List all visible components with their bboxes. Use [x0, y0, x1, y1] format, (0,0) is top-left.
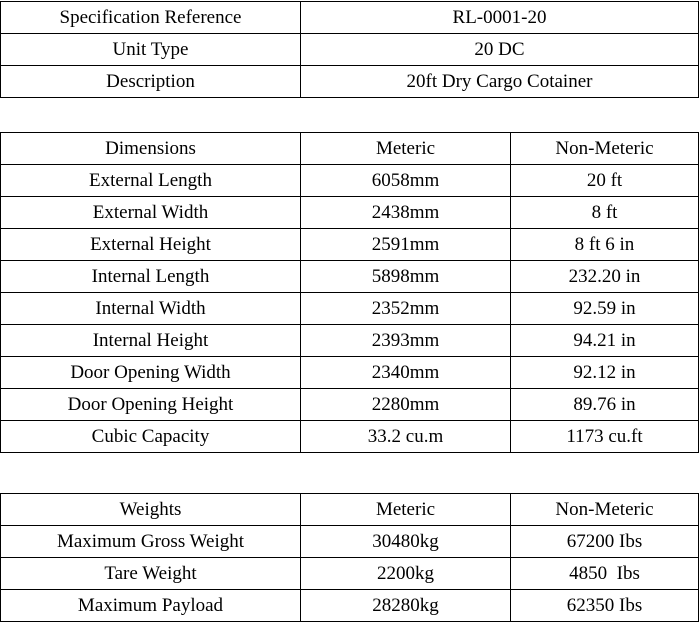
non-metric-value: 62350 Ibs [511, 590, 699, 622]
metric-value: 2200kg [301, 558, 511, 590]
metric-value: 28280kg [301, 590, 511, 622]
column-header: Weights [1, 494, 301, 526]
weights-table [0, 493, 699, 622]
table-row [1, 165, 699, 197]
dimension-label: Internal Height [1, 325, 301, 357]
spec-row [1, 34, 699, 66]
spec-label: Description [1, 66, 301, 98]
specification-table [0, 1, 699, 98]
dimension-label: External Width [1, 197, 301, 229]
spec-label: Unit Type [1, 34, 301, 66]
metric-value: 2340mm [301, 357, 511, 389]
non-metric-value: 92.59 in [511, 293, 699, 325]
table-row [1, 229, 699, 261]
spec-value: 20ft Dry Cargo Cotainer [301, 66, 699, 98]
non-metric-value: 1173 cu.ft [511, 421, 699, 453]
column-header: Meteric [301, 133, 511, 165]
spec-row [1, 2, 699, 34]
weight-label: Maximum Gross Weight [1, 526, 301, 558]
table-row [1, 293, 699, 325]
weight-label: Maximum Payload [1, 590, 301, 622]
non-metric-value: 8 ft 6 in [511, 229, 699, 261]
dimension-label: Internal Width [1, 293, 301, 325]
metric-value: 2591mm [301, 229, 511, 261]
dimension-label: Door Opening Height [1, 389, 301, 421]
table-header-row [1, 133, 699, 165]
dimension-label: Door Opening Width [1, 357, 301, 389]
metric-value: 30480kg [301, 526, 511, 558]
spec-row [1, 66, 699, 98]
metric-value: 6058mm [301, 165, 511, 197]
table-row [1, 558, 699, 590]
spec-value: 20 DC [301, 34, 699, 66]
dimensions-table [0, 132, 699, 453]
spec-label: Specification Reference [1, 2, 301, 34]
dimension-label: Internal Length [1, 261, 301, 293]
non-metric-value: 20 ft [511, 165, 699, 197]
metric-value: 5898mm [301, 261, 511, 293]
non-metric-value: 232.20 in [511, 261, 699, 293]
metric-value: 2280mm [301, 389, 511, 421]
metric-value: 2438mm [301, 197, 511, 229]
non-metric-value: 67200 Ibs [511, 526, 699, 558]
table-row [1, 261, 699, 293]
non-metric-value: 4850 Ibs [511, 558, 699, 590]
metric-value: 33.2 cu.m [301, 421, 511, 453]
non-metric-value: 94.21 in [511, 325, 699, 357]
dimension-label: Cubic Capacity [1, 421, 301, 453]
column-header: Meteric [301, 494, 511, 526]
spec-value: RL-0001-20 [301, 2, 699, 34]
table-row [1, 389, 699, 421]
table-row [1, 357, 699, 389]
column-header: Non-Meteric [511, 133, 699, 165]
table-row [1, 421, 699, 453]
non-metric-value: 92.12 in [511, 357, 699, 389]
metric-value: 2352mm [301, 293, 511, 325]
dimension-label: External Height [1, 229, 301, 261]
table-row [1, 526, 699, 558]
table-header-row [1, 494, 699, 526]
table-row [1, 590, 699, 622]
column-header: Non-Meteric [511, 494, 699, 526]
table-row [1, 325, 699, 357]
table-row [1, 197, 699, 229]
dimension-label: External Length [1, 165, 301, 197]
metric-value: 2393mm [301, 325, 511, 357]
column-header: Dimensions [1, 133, 301, 165]
non-metric-value: 89.76 in [511, 389, 699, 421]
weight-label: Tare Weight [1, 558, 301, 590]
non-metric-value: 8 ft [511, 197, 699, 229]
